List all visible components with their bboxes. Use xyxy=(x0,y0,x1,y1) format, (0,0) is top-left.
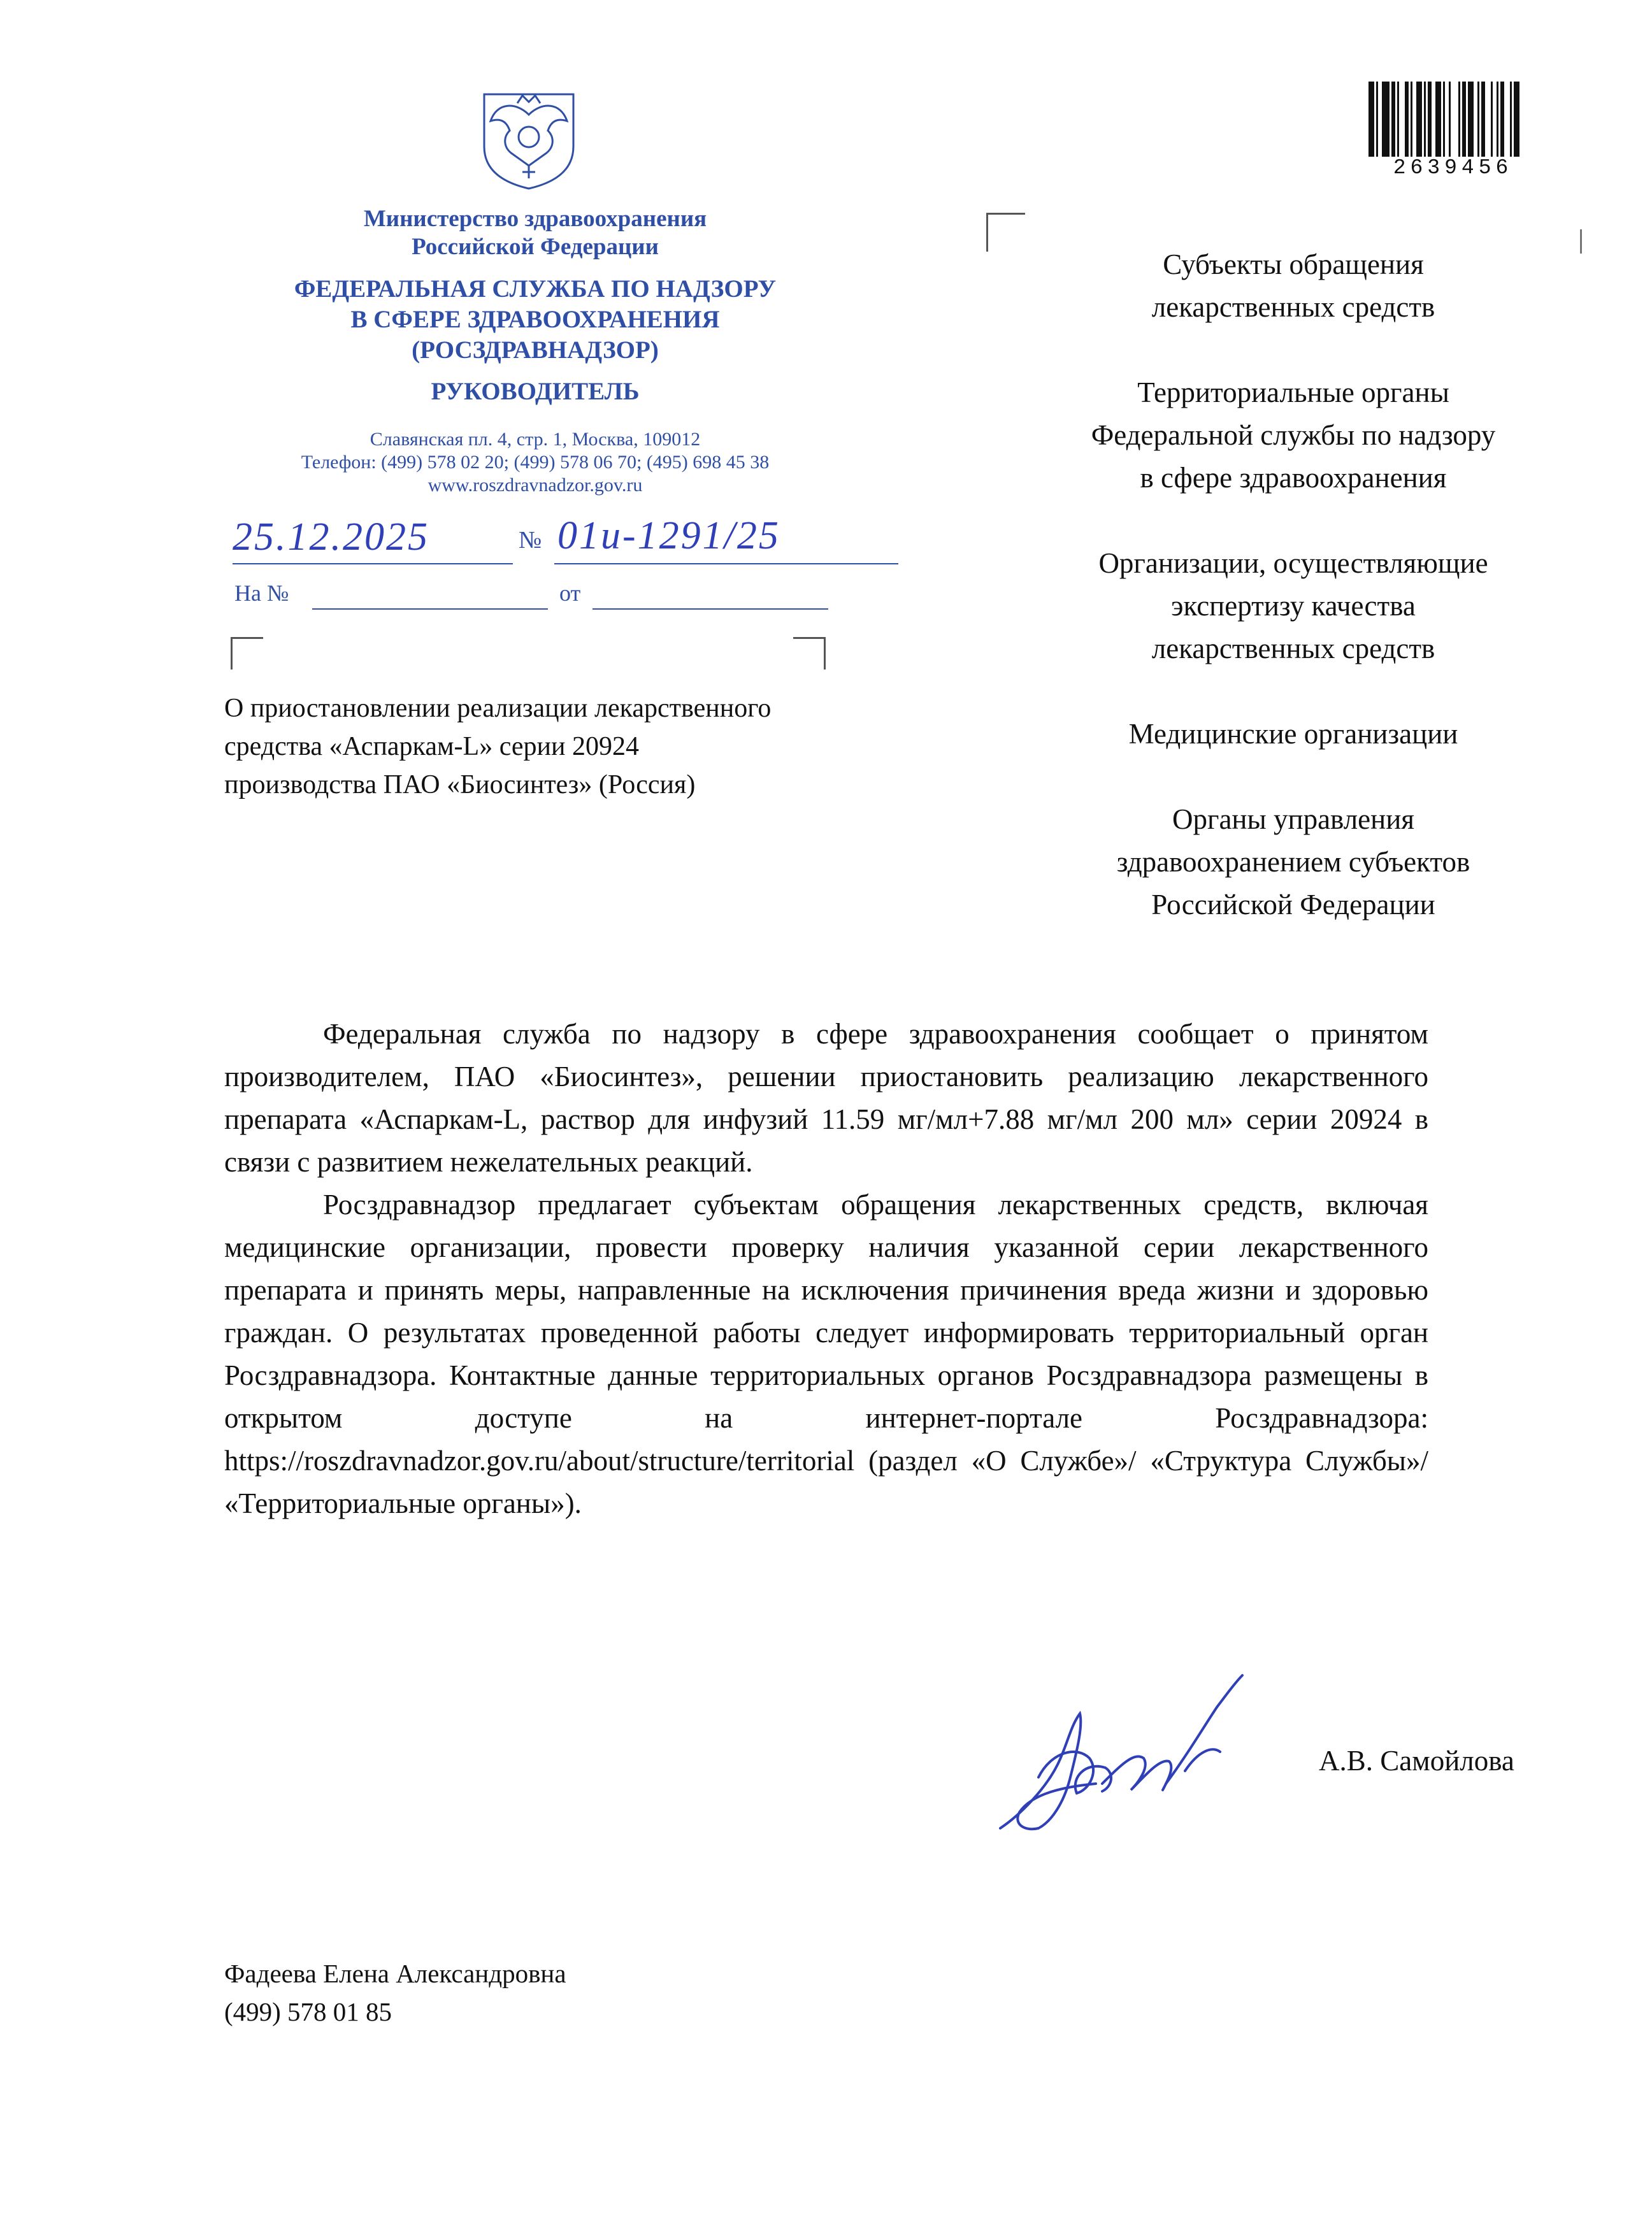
subject-line: средства «Аспаркам-L» серии 20924 xyxy=(224,732,639,761)
registration-number: 01и-1291/25 xyxy=(557,514,780,557)
barcode-number: 2639456 xyxy=(1393,156,1513,180)
barcode-bar xyxy=(1368,82,1374,157)
addressee-group xyxy=(988,371,1599,499)
corner-mark xyxy=(231,637,263,670)
service-line: ФЕДЕРАЛЬНАЯ СЛУЖБА ПО НАДЗОРУ xyxy=(294,275,777,303)
addressee-line: Российской Федерации xyxy=(1151,889,1435,920)
barcode xyxy=(1368,82,1537,157)
addressee-line: Территориальные органы xyxy=(1137,376,1449,408)
barcode-bar xyxy=(1468,82,1474,157)
service-line: В СФЕРЕ ЗДРАВООХРАНЕНИЯ xyxy=(350,306,720,333)
coat-of-arms-icon xyxy=(471,76,586,191)
ministry-line: Министерство здравоохранения xyxy=(363,206,707,232)
addressee-line: Органы управления xyxy=(1172,803,1414,835)
barcode-bar xyxy=(1435,82,1441,157)
body-paragraph: Росздравнадзор предлагает субъектам обращения лекарственных средств, включая медицинские организации, провести проверку наличия указанной серии лекарственного препарата и принять меры, направленные на исключения причинения вреда жизни и здоровью граждан. О результатах проведенной работы следует информировать территориальный орган Росздравнадзора. Контактные данные территориальных органов Росздравнадзора размещены в открытом доступе на интернет-портале Росздравнадзора: https://roszdravnadzor.gov.ru/about/structure/territorial (раздел «О Службе»/ «Структура Службы»/ «Территориальные органы»). xyxy=(224,1189,1428,1519)
addressee-group xyxy=(988,542,1599,670)
address-block xyxy=(217,428,854,497)
head-title: РУКОВОДИТЕЛЬ xyxy=(431,378,640,405)
number-label: № xyxy=(519,527,542,554)
addressee-group xyxy=(988,243,1599,329)
phone-line: Телефон: (499) 578 02 20; (499) 578 06 70; (495) 698 45 38 xyxy=(301,452,770,473)
reference-underline xyxy=(312,608,548,610)
addressee-group xyxy=(988,798,1599,926)
barcode-bar xyxy=(1485,82,1491,157)
addressee-line: лекарственных средств xyxy=(1151,633,1435,664)
addressee-line: лекарственных средств xyxy=(1151,291,1435,323)
addressee-line: Федеральной службы по надзору xyxy=(1091,419,1496,451)
reference-from-label: от xyxy=(559,580,581,606)
barcode-bar xyxy=(1504,82,1510,157)
service-name xyxy=(217,274,854,366)
barcode-bar xyxy=(1382,82,1390,157)
registration-date: 25.12.2025 xyxy=(233,515,429,559)
corner-mark xyxy=(793,637,826,670)
letter-body xyxy=(224,1013,1428,1525)
barcode-bar xyxy=(1416,82,1422,157)
ministry-name xyxy=(217,205,854,261)
executor-name: Фадеева Елена Александровна xyxy=(224,1959,566,1988)
body-paragraph: Федеральная служба по надзору в сфере здравоохранения сообщает о принятом производителем, ПАО «Биосинтез», решении приостановить реализацию лекарственного препарата «Аспаркам-L, раствор для инфузий 11.59 мг/мл+7.88 мг/мл 200 мл» серии 20924 в связи с развитием нежелательных реакций. xyxy=(224,1018,1428,1178)
reference-label: На № xyxy=(234,580,289,606)
barcode-bar xyxy=(1399,82,1405,157)
subject-line: производства ПАО «Биосинтез» (Россия) xyxy=(224,770,696,799)
ministry-line: Российской Федерации xyxy=(412,234,659,260)
signer-name: А.В. Самойлова xyxy=(1319,1745,1514,1777)
addressee-line: здравоохранением субъектов xyxy=(1116,846,1470,878)
addressee-line: Организации, осуществляющие xyxy=(1098,547,1488,579)
barcode-bar xyxy=(1451,82,1458,157)
reference-date-underline xyxy=(593,608,828,610)
addressee-line: экспертизу качества xyxy=(1171,590,1416,622)
subject-line: О приостановлении реализации лекарственного xyxy=(224,694,772,723)
address-line: Славянская пл. 4, стр. 1, Москва, 109012 xyxy=(370,429,701,450)
addressee-group xyxy=(988,713,1599,756)
addressee-line: Субъекты обращения xyxy=(1163,248,1424,280)
addressee-line: Медицинские организации xyxy=(1128,718,1458,750)
executor-phone: (499) 578 01 85 xyxy=(224,1997,392,2026)
website-line: www.roszdravnadzor.gov.ru xyxy=(427,475,643,496)
barcode-bar xyxy=(1514,82,1519,157)
handwritten-signature xyxy=(975,1656,1332,1847)
letter-subject xyxy=(224,689,989,804)
addressee-list xyxy=(988,243,1599,969)
service-line: (РОСЗДРАВНАДЗОР) xyxy=(412,336,659,364)
addressee-line: в сфере здравоохранения xyxy=(1140,462,1447,494)
executor-block xyxy=(224,1954,566,2031)
